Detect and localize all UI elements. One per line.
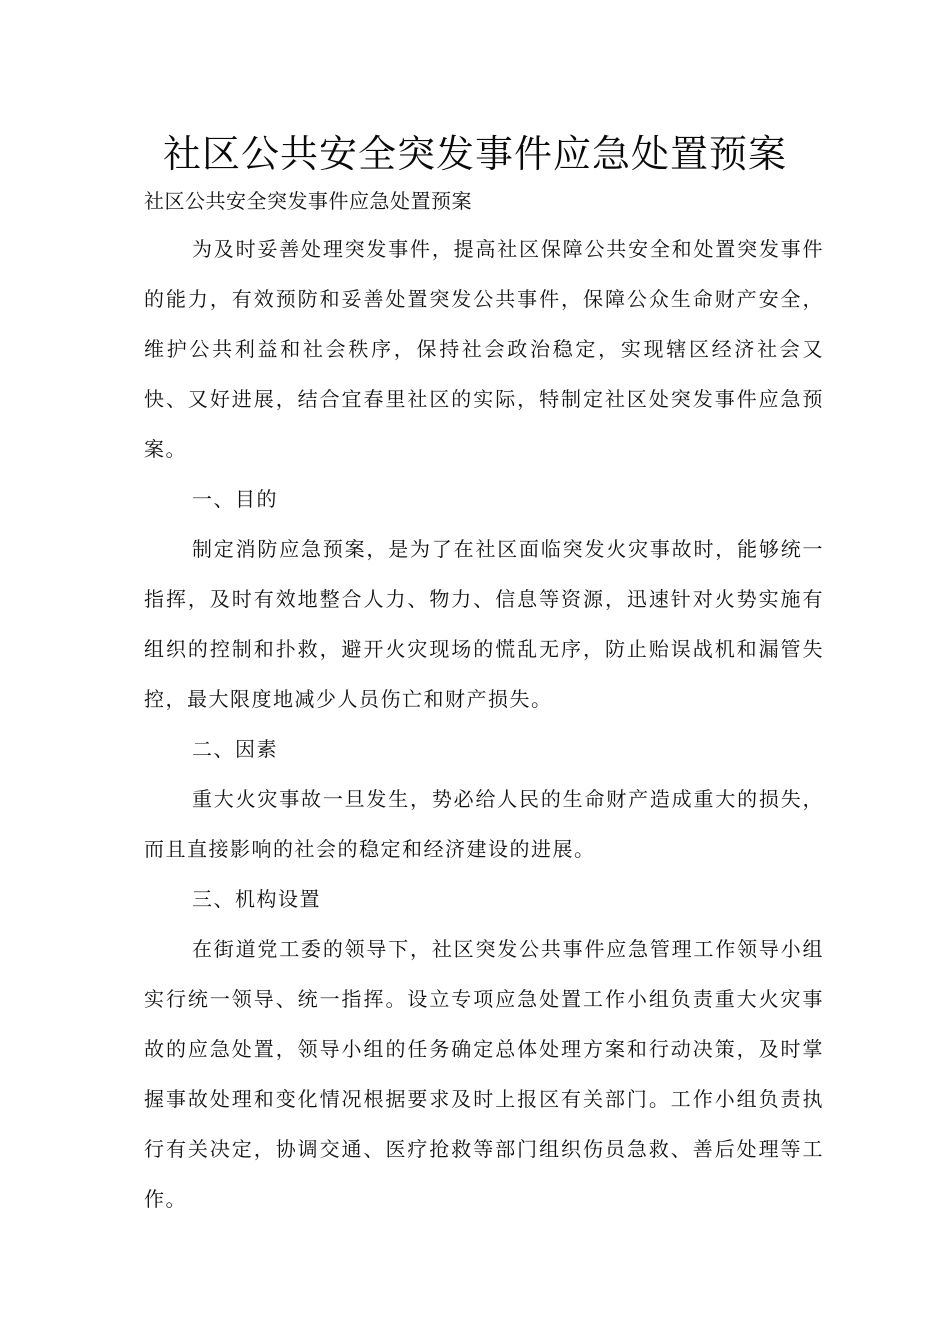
section-heading-factors: 二、因素 (192, 737, 278, 761)
intro-paragraph: 为及时妥善处理突发事件，提高社区保障公共安全和处置突发事件的能力，有效预防和妥善处置突发公共事件，保障公众生命财产安全，维护公共利益和社会秩序，保持社会政治稳定，实现辖区经济社会又快、又好进展，结合宜春里社区的实际，特制定社区处突发事件应急预案。 (144, 237, 824, 461)
section-body-organization: 在街道党工委的领导下，社区突发公共事件应急管理工作领导小组实行统一领导、统一指挥。设立专项应急处置工作小组负责重大火灾事故的应急处置，领导小组的任务确定总体处理方案和行动决策，及时掌握事故处理和变化情况根据要求及时上报区有关部门。工作小组负责执行有关决定，协调交通、医疗抢救等部门组织伤员急救、善后处理等工作。 (144, 937, 824, 1211)
section-heading-organization: 三、机构设置 (192, 887, 321, 911)
section-heading-purpose: 一、目的 (192, 487, 278, 511)
document-subtitle: 社区公共安全突发事件应急处置预案 (144, 189, 472, 213)
section-body-factors: 重大火灾事故一旦发生，势必给人民的生命财产造成重大的损失，而且直接影响的社会的稳定和经济建设的进展。 (144, 787, 824, 861)
document-title: 社区公共安全突发事件应急处置预案 (162, 132, 787, 176)
section-body-purpose: 制定消防应急预案，是为了在社区面临突发火灾事故时，能够统一指挥，及时有效地整合人力、物力、信息等资源，迅速针对火势实施有组织的控制和扑救，避开火灾现场的慌乱无序，防止贻误战机和漏管失控，最大限度地减少人员伤亡和财产损失。 (144, 537, 824, 711)
